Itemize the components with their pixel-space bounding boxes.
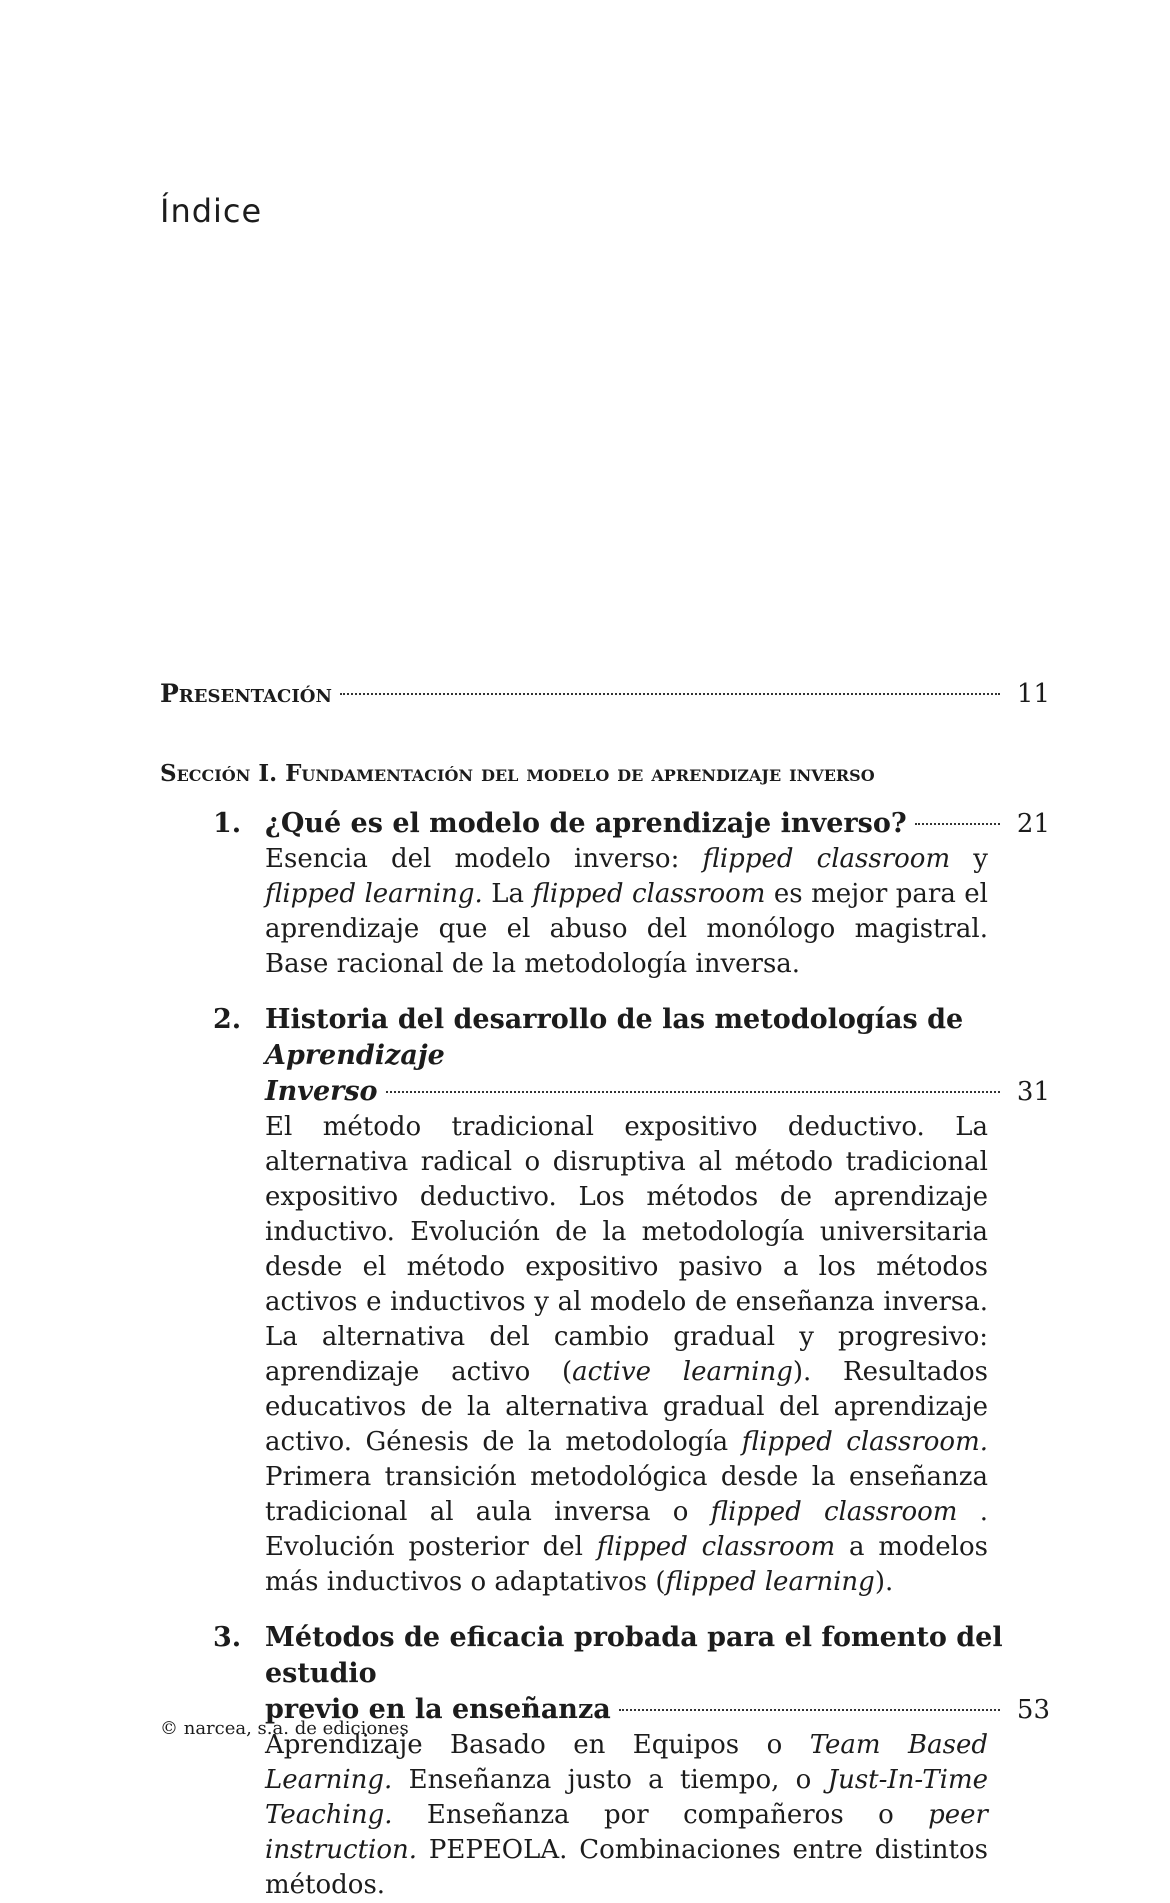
- page-number: 21: [1016, 809, 1050, 839]
- page-title: Índice: [160, 192, 263, 230]
- chapter-title: ¿Qué es el modelo de aprendizaje inverso?: [265, 808, 907, 839]
- page-number: 53: [1016, 1695, 1050, 1725]
- chapter-description: El método tradicional expositivo deductivo. La alternativa radical o disruptiva al método tradicional expositivo deductivo. Los métodos de aprendizaje inductivo. Evolución de la metodología universitaria desde el método expositivo pasivo a los métodos activos e inductivos y al modelo de enseñanza inversa. La alternativa del cambio gradual y progresivo: aprendizaje activo (active learning). Resultados educativos de la alternativa gradual del aprendizaje activo. Génesis de la metodología flipped classroom. Primera transición metodológica desde la enseñanza tradicional al aula inversa o flipped classroom . Evolución posterior del flipped classroom a modelos más inductivos o adaptativos (flipped learning).: [265, 1112, 989, 1597]
- toc-entry-presentacion[interactable]: [160, 676, 1050, 712]
- dot-leader: [386, 1091, 1000, 1093]
- chapter-description: Aprendizaje Basado en Equipos o Team Based Learning. Enseñanza justo a tiempo, o Just-In-Time Teaching. Enseñanza por compañeros o peer instruction. PEPEOLA. Combinaciones entre distintos métodos.: [265, 1730, 988, 1900]
- toc-entry-label: Presentación: [160, 679, 332, 708]
- section-heading: Sección I. Fundamentación del modelo de aprendizaje inverso: [160, 760, 875, 787]
- chapter-number: 2.: [213, 1004, 242, 1035]
- dot-leader: [340, 693, 1000, 695]
- chapter-title: Historia del desarrollo de las metodologías de Aprendizaje: [265, 1004, 964, 1071]
- chapter-number: 3.: [213, 1622, 242, 1653]
- dot-leader: [915, 823, 1000, 825]
- page-number: 31: [1016, 1077, 1050, 1107]
- chapter-title: Métodos de eficacia probada para el fomento del estudio: [265, 1622, 1003, 1689]
- toc-chapter-1[interactable]: [213, 806, 1050, 982]
- chapter-description: Esencia del modelo inverso: flipped classroom y flipped learning. La flipped classroom es mejor para el aprendizaje que el abuso del monólogo magistral. Base racional de la metodología inversa.: [265, 844, 988, 979]
- chapter-title-continued: previo en la enseñanza: [265, 1694, 611, 1725]
- chapter-title-continued: Inverso: [265, 1076, 378, 1107]
- dot-leader: [619, 1709, 1000, 1711]
- copyright-footer: © narcea, s.a. de ediciones: [160, 1718, 409, 1739]
- toc-chapter-2[interactable]: [213, 1002, 1050, 1600]
- chapter-number: 1.: [213, 808, 242, 839]
- page-number: 11: [1016, 679, 1050, 709]
- toc-chapter-3[interactable]: [213, 1620, 1050, 1903]
